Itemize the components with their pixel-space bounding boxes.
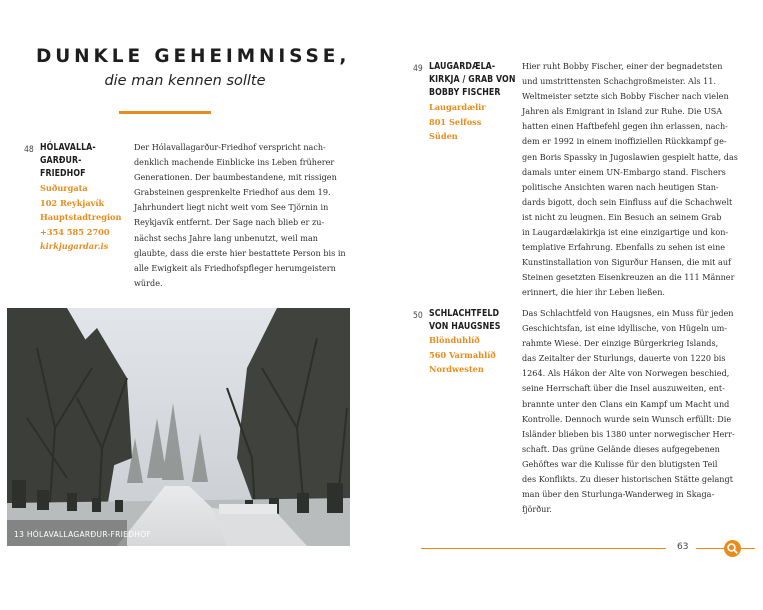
- address-line: Nordwesten: [429, 364, 484, 374]
- search-icon[interactable]: [724, 540, 741, 557]
- cemetery-illustration: [7, 308, 350, 546]
- body-line: Kontrolle. Dennoch wurde sein Wunsch erfüllt: Die: [522, 413, 732, 424]
- entry-body: [134, 140, 344, 291]
- body-line: schaft. Das grüne Gelände dieses aufgegebenen: [522, 443, 720, 454]
- phone-number: +354 585 2700: [40, 226, 110, 237]
- entry-body: [522, 59, 737, 301]
- body-line: Generationen. Der baumbestandene, mit rissigen: [134, 172, 337, 183]
- body-line: Hier ruht Bobby Fischer, einer der begnadetsten: [522, 61, 723, 71]
- entry-address: [429, 333, 517, 377]
- body-line: erinnert, die hier ihr Leben ließen.: [522, 287, 666, 298]
- body-line: dem er 1992 in einem inoffiziellen Rückkampf ge-: [522, 136, 727, 147]
- entry-number: 49: [413, 64, 423, 74]
- entry-title: [429, 60, 517, 100]
- body-line: Isländer blieben bis 1380 unter norwegischer Herr-: [522, 428, 735, 439]
- body-line: nächst sechs Jahre lang unbenutzt, weil man: [134, 232, 318, 243]
- magnifier-glyph: [724, 540, 741, 557]
- body-line: Reykjavík entfernt. Der Sage nach blieb er zu-: [134, 217, 325, 228]
- address-line: 102 Reykjavík: [40, 197, 105, 208]
- body-line: politische Ansichten waren nach heutigen Stan-: [522, 181, 719, 192]
- entry-title-line: VON HAUGSNES: [429, 321, 501, 333]
- body-line: seine Herrschaft über die Insel auszuweiten, ent-: [522, 383, 725, 394]
- body-line: gen Boris Spassky in Jugoslawien gespielt hatte, das: [522, 151, 738, 162]
- entry-address: [429, 100, 517, 144]
- page-number: 63: [677, 542, 689, 552]
- address-line: Laugardælir: [429, 102, 486, 112]
- footer-rule-end: [741, 548, 755, 549]
- entry-body: [522, 306, 737, 517]
- body-line: würde.: [134, 277, 163, 288]
- entry-title-line: SCHLACHTFELD: [429, 308, 500, 319]
- body-line: das Zeitalter der Sturlungs, dauerte von 1220 bis: [522, 353, 726, 364]
- entry-title-line: KIRKJA / GRAB VON: [429, 74, 516, 86]
- entry-address: [40, 181, 124, 254]
- body-line: rahmte Wiese. Der einzige Bürgerkrieg Islands,: [522, 338, 719, 349]
- footer-rule-right: [696, 548, 724, 549]
- body-line: damals unter einem UN-Embargo stand. Fischers: [522, 166, 726, 177]
- body-line: 1264. Als Hákon der Alte von Norwegen beschied,: [522, 368, 730, 379]
- body-line: in Laugardælakirkja ist eine einzigartige und kon-: [522, 227, 729, 238]
- body-line: fjörður.: [522, 504, 552, 515]
- photo-caption: 13 HÓLAVALLAGARÐUR-FRIEDHOF: [14, 530, 152, 539]
- entry-title-line: BOBBY FISCHER: [429, 87, 501, 99]
- body-line: Das Schlachtfeld von Haugsnes, ein Muss für jeden: [522, 308, 734, 318]
- body-line: templative Erfahrung. Ebenfalls zu sehen ist eine: [522, 242, 726, 253]
- page-subtitle: die man kennen sollte: [104, 73, 266, 89]
- address-line: Hauptstadtregion: [40, 212, 122, 222]
- address-line: Blönduhlíð: [429, 335, 480, 345]
- body-line: und umstrittensten Schachgroßmeister. Als 11.: [522, 76, 717, 87]
- cemetery-photo: [7, 308, 350, 546]
- body-line: man über den Sturlunga-Wanderweg in Skaga-: [522, 489, 715, 500]
- body-line: Steinen gesetzten Eisenkreuzen an die 111 Männer: [522, 272, 735, 283]
- body-line: Weltmeister setzte sich Bobby Fischer nach vielen: [522, 91, 729, 102]
- body-line: denklich machende Einblicke ins Leben früherer: [134, 157, 335, 168]
- body-line: Kunstinstallation von Sigurður Hansen, die mit auf: [522, 257, 732, 268]
- address-line: Suðurgata: [40, 183, 88, 193]
- footer-rule-left: [421, 548, 666, 549]
- entry-number: 50: [413, 311, 423, 321]
- address-line: 560 Varmahlíð: [429, 349, 496, 360]
- body-line: alle Ewigkeit als Friedhofspfleger herumgeistern: [134, 262, 336, 273]
- body-line: Geschichtsfan, ist eine idyllische, von Hügeln um-: [522, 323, 728, 334]
- body-line: hatten einen Haftbefehl gegen ihn erlassen, nach-: [522, 121, 728, 132]
- body-line: Jahren als Emigrant in Island zur Ruhe. Die USA: [522, 106, 723, 117]
- entry-title-line: GARÐUR-: [40, 155, 82, 167]
- body-line: Gehöftes war die Kulisse für den blutigsten Teil: [522, 458, 718, 469]
- entry-title-line: FRIEDHOF: [40, 168, 86, 180]
- page-title: DUNKLE GEHEIMNISSE,: [36, 46, 351, 67]
- body-line: Grabsteinen gesprenkelte Friedhof aus dem 19.: [134, 187, 331, 198]
- body-line: dards bigott, doch sein Einfluss auf die Schachwelt: [522, 196, 733, 207]
- body-line: ist nicht zu leugnen. Ein Besuch an seinem Grab: [522, 211, 722, 222]
- website-link[interactable]: kirkjugardar.is: [40, 241, 109, 251]
- entry-number: 48: [24, 145, 34, 155]
- body-line: glaubte, dass die erste hier bestattete Person bis in: [134, 247, 346, 258]
- body-line: Der Hólavallagarður-Friedhof verspricht nach-: [134, 142, 326, 152]
- entry-title: [40, 141, 124, 181]
- heading-divider: [119, 111, 211, 114]
- address-line: Süden: [429, 131, 458, 141]
- body-line: des Konflikts. Zu dieser historischen Stätte gelangt: [522, 474, 733, 485]
- entry-title: [429, 307, 517, 333]
- entry-title-line: LAUGARDÆLA-: [429, 61, 496, 72]
- body-line: Jahrhundert liegt nicht weit vom See Tjörnin in: [134, 202, 329, 213]
- body-line: brannte unter den Clans ein Kampf um Macht und: [522, 398, 730, 409]
- address-line: 801 Selfoss: [429, 116, 482, 127]
- entry-title-line: HÓLAVALLA-: [40, 142, 96, 153]
